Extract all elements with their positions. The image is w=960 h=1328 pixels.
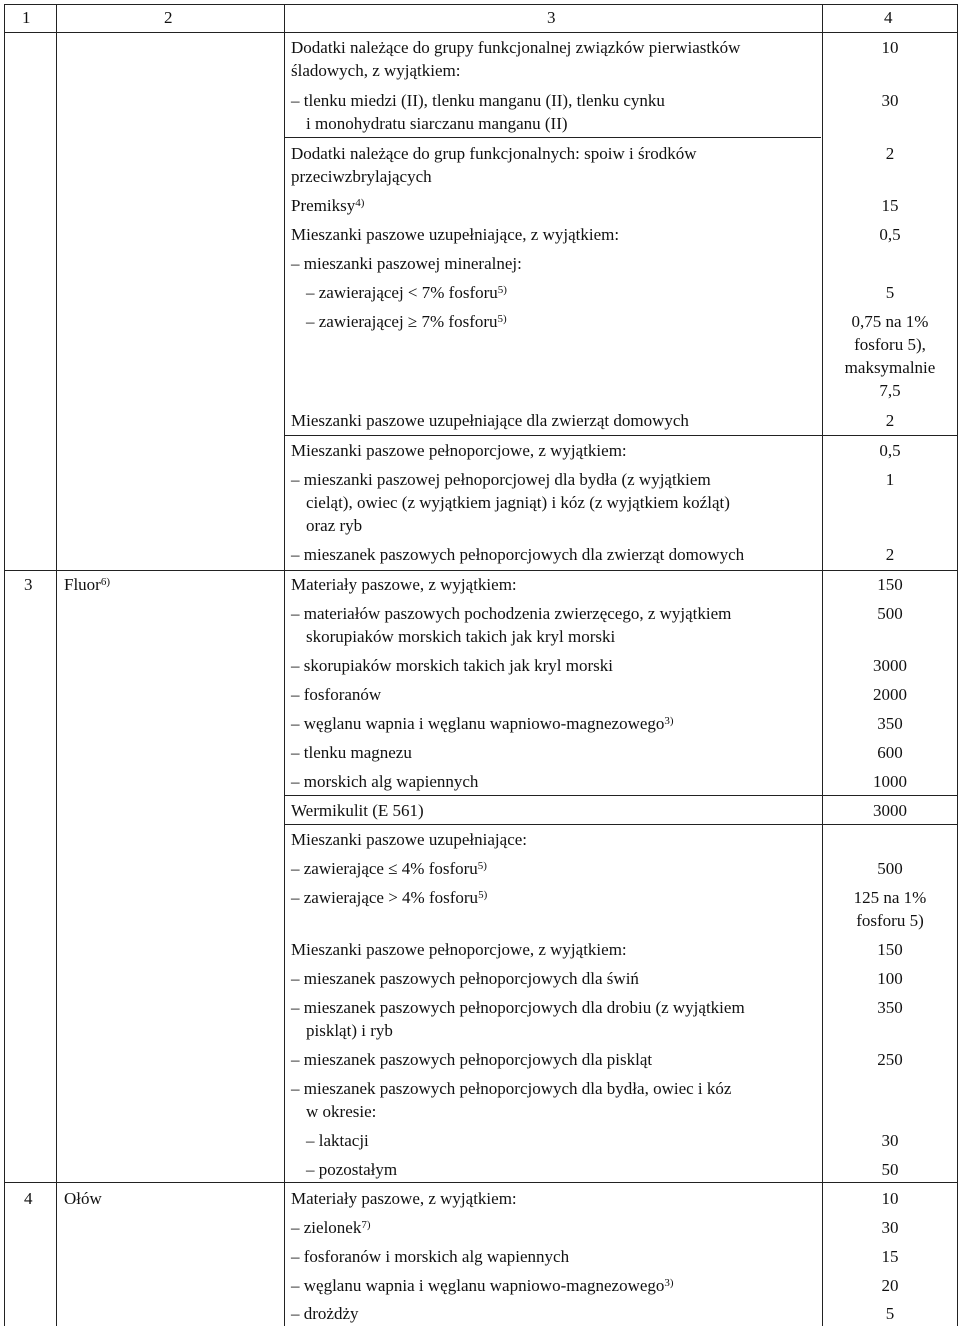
- row-text: przeciwzbrylających: [291, 167, 432, 186]
- footnote-ref: 3): [664, 1277, 674, 1289]
- row-text-phosphorus-high: [291, 886, 487, 909]
- row-text: Materiały paszowe, z wyjątkiem:: [291, 1189, 517, 1208]
- row-value: 250: [877, 1050, 903, 1069]
- row-text: – węglanu wapnia i węglanu wapniowo-magnezowego: [291, 1276, 665, 1295]
- row-text: Mieszanki paszowe uzupełniające:: [291, 830, 528, 849]
- row-text: cieląt), owiec (z wyjątkiem jagniąt) i kóz (z wyjątkiem koźląt): [306, 493, 730, 512]
- row-text-premiksy: [291, 194, 364, 217]
- row-value: 30: [881, 1131, 899, 1150]
- row-text-carbonate: [291, 712, 674, 735]
- row-text-phosphorus-high: [306, 310, 507, 333]
- row-value: 10: [881, 38, 899, 57]
- row-value: 10: [881, 1189, 899, 1208]
- row-value: 1000: [873, 772, 907, 791]
- footnote-ref: 5): [478, 889, 488, 901]
- row-underline: [284, 824, 958, 825]
- row-text: Mieszanki paszowe uzupełniające dla zwierząt domowych: [291, 411, 689, 430]
- row-value: 500: [877, 859, 903, 878]
- row-value: 20: [881, 1276, 899, 1295]
- row-value: 2000: [873, 685, 907, 704]
- footnote-ref: 5): [477, 860, 487, 872]
- row-text: – mieszanki paszowej pełnoporcjowej dla bydła (z wyjątkiem: [291, 470, 711, 489]
- row-text: Premiksy: [291, 196, 356, 215]
- footnote-ref: 5): [497, 313, 507, 325]
- row-text: – zawierającej < 7% fosforu: [306, 283, 498, 302]
- row-value: 15: [881, 1247, 899, 1266]
- row-underline: [284, 435, 958, 436]
- footnote-ref: 5): [497, 284, 507, 296]
- row-text: – mieszanek paszowych pełnoporcjowych dla piskląt: [291, 1050, 653, 1069]
- row-value: 30: [881, 1218, 899, 1237]
- substance-name-fluor: [64, 573, 110, 596]
- row-value: 0,75 na 1%: [851, 312, 929, 331]
- row-value: 30: [881, 91, 899, 110]
- header-col-1: 1: [22, 8, 31, 27]
- row-value: 0,5: [879, 441, 901, 460]
- table-border-top: [4, 4, 958, 5]
- footnote-ref: 7): [361, 1219, 371, 1231]
- table-border-left: [4, 4, 5, 1326]
- row-divider-fluor: [4, 570, 958, 571]
- row-text: – zawierającej ≥ 7% fosforu: [306, 312, 498, 331]
- col-divider-2: [284, 4, 285, 1326]
- row-value: 150: [877, 575, 903, 594]
- row-value: 15: [881, 196, 899, 215]
- row-text: – mieszanek paszowych pełnoporcjowych dla drobiu (z wyjątkiem: [291, 998, 745, 1017]
- row-text: – tlenku magnezu: [291, 743, 412, 762]
- row-value-cont: fosforu 5),: [854, 335, 926, 354]
- row-text: Wermikulit (E 561): [291, 801, 424, 820]
- row-underline: [284, 137, 821, 138]
- row-text: – mieszanek paszowych pełnoporcjowych dla zwierząt domowych: [291, 545, 745, 564]
- row-value: 50: [881, 1160, 899, 1179]
- substance-name: Ołów: [64, 1189, 102, 1208]
- row-text: – fosforanów i morskich alg wapiennych: [291, 1247, 570, 1266]
- row-divider-olow: [4, 1182, 958, 1183]
- row-text: Materiały paszowe, z wyjątkiem:: [291, 575, 517, 594]
- row-text: – laktacji: [306, 1131, 369, 1150]
- row-value: 2: [885, 144, 895, 163]
- row-text: – zawierające > 4% fosforu: [291, 888, 479, 907]
- row-value: 5: [885, 283, 895, 302]
- row-value: 3000: [873, 801, 907, 820]
- row-text: – skorupiaków morskich takich jak kryl morski: [291, 656, 614, 675]
- row-text: – tlenku miedzi (II), tlenku manganu (II), tlenku cynku: [291, 91, 665, 110]
- row-value: 5: [885, 1304, 895, 1323]
- footnote-ref: 6): [100, 576, 111, 588]
- row-text-green-fodder: [291, 1216, 371, 1239]
- footnote-ref: 4): [355, 197, 365, 209]
- substance-name: Fluor: [64, 575, 101, 594]
- substance-number: 4: [24, 1189, 33, 1208]
- row-text: – pozostałym: [306, 1160, 398, 1179]
- row-underline: [284, 795, 958, 796]
- row-text: – fosforanów: [291, 685, 382, 704]
- row-text: – morskich alg wapiennych: [291, 772, 479, 791]
- row-value-cont: 7,5: [879, 381, 901, 400]
- row-text: Mieszanki paszowe uzupełniające, z wyjątkiem:: [291, 225, 620, 244]
- row-text: w okresie:: [306, 1102, 377, 1121]
- footnote-ref: 3): [664, 715, 674, 727]
- row-text: piskląt) i ryb: [306, 1021, 393, 1040]
- row-text-phosphorus-low: [291, 857, 487, 880]
- row-value-cont: fosforu 5): [856, 911, 924, 930]
- row-text-carbonate: [291, 1274, 674, 1297]
- row-text: – mieszanek paszowych pełnoporcjowych dla świń: [291, 969, 639, 988]
- row-text: skorupiaków morskich takich jak kryl morski: [306, 627, 616, 646]
- row-value: 350: [877, 998, 903, 1017]
- row-text: – węglanu wapnia i węglanu wapniowo-magnezowego: [291, 714, 665, 733]
- row-value: 125 na 1%: [853, 888, 927, 907]
- row-text-phosphorus-low: [306, 281, 507, 304]
- row-value: 100: [877, 969, 903, 988]
- row-text: – zielonek: [291, 1218, 362, 1237]
- row-value: 150: [877, 940, 903, 959]
- row-text: i monohydratu siarczanu manganu (II): [306, 114, 568, 133]
- row-text: Dodatki należące do grupy funkcjonalnej związków pierwiastków: [291, 38, 741, 57]
- row-text: – drożdży: [291, 1304, 359, 1323]
- row-value-cont: maksymalnie: [844, 358, 936, 377]
- row-value: 3000: [873, 656, 907, 675]
- header-col-4: 4: [884, 8, 893, 27]
- row-text: śladowych, z wyjątkiem:: [291, 61, 461, 80]
- row-value: 1: [885, 470, 895, 489]
- substance-number: 3: [24, 575, 33, 594]
- row-text: Mieszanki paszowe pełnoporcjowe, z wyjątkiem:: [291, 940, 627, 959]
- row-text: – materiałów paszowych pochodzenia zwierzęcego, z wyjątkiem: [291, 604, 732, 623]
- row-value: 350: [877, 714, 903, 733]
- regulation-table: [4, 4, 958, 1326]
- row-value: 2: [885, 545, 895, 564]
- row-text: oraz ryb: [306, 516, 363, 535]
- header-col-2: 2: [164, 8, 173, 27]
- row-text: – mieszanek paszowych pełnoporcjowych dla bydła, owiec i kóz: [291, 1079, 732, 1098]
- row-text: – zawierające ≤ 4% fosforu: [291, 859, 478, 878]
- row-value: 600: [877, 743, 903, 762]
- row-text: Mieszanki paszowe pełnoporcjowe, z wyjątkiem:: [291, 441, 627, 460]
- header-bottom-line: [4, 32, 958, 33]
- row-value: 0,5: [879, 225, 901, 244]
- header-col-3: 3: [547, 8, 556, 27]
- row-text: – mieszanki paszowej mineralnej:: [291, 254, 522, 273]
- col-divider-1: [56, 4, 57, 1326]
- row-value: 2: [885, 411, 895, 430]
- row-text: Dodatki należące do grup funkcjonalnych: spoiw i środków: [291, 144, 697, 163]
- row-value: 500: [877, 604, 903, 623]
